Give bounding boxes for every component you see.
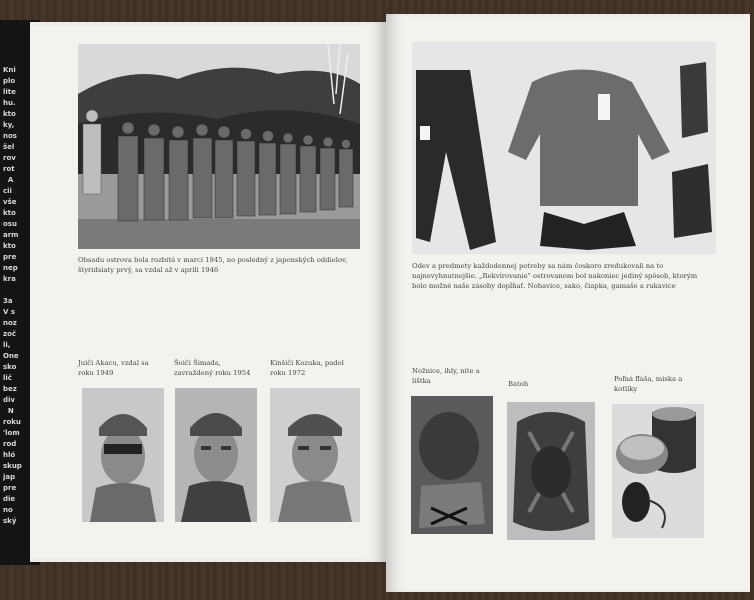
item-caption: Poľná fľaša, miska a kotlíky xyxy=(614,375,683,393)
portrait-photo-kozuka xyxy=(270,388,360,522)
portrait-photo-simada xyxy=(175,388,257,522)
sewing-kit-photo xyxy=(411,396,493,534)
clothing-photo xyxy=(412,42,716,254)
backpack-photo xyxy=(507,402,595,540)
portrait-photo-akacu xyxy=(82,388,164,522)
soldiers-group-photo xyxy=(78,44,360,249)
right-page xyxy=(386,14,750,592)
facing-page-text: Kni plo lite hu. kto ky, nos šel rov rot A cii vše kto osu arm kto pre nep kra 3a V s noz zoč li, One sko lič bez div N roku 'lom rod hló skup jap pre die no ský xyxy=(3,66,22,525)
canteen-photo xyxy=(612,404,704,538)
portrait-caption: Kinšiči Kozuka, padol roku 1972 xyxy=(270,359,344,377)
portrait-caption: Juiči Akacu, vzdal sa roku 1949 xyxy=(78,359,149,377)
top-photo-caption: Odev a predmety každodennej potreby sa nám čoskoro zredukovali na to najnevyhnutnejšie. „Rekvírovanie" ostrovanom bol nakoniec jediný spôsob, ktorým bolo možné naše zásoby dopĺňať. Nohavice, sako, čiapka, gamaše a rukavice xyxy=(412,262,698,290)
portrait-caption: Šoiči Šimada, zavraždený roku 1954 xyxy=(174,359,251,377)
item-caption: Batoh xyxy=(508,380,529,388)
top-photo-caption: Obsadu ostrova bola rozbitá v marci 1945, no posledný z japonských oddielov, štyridsiaty prvý, sa vzdal až v apríli 1946 xyxy=(78,256,348,274)
item-caption: Nožnice, ihly, nite a lištka xyxy=(412,367,480,385)
left-page xyxy=(30,22,386,562)
